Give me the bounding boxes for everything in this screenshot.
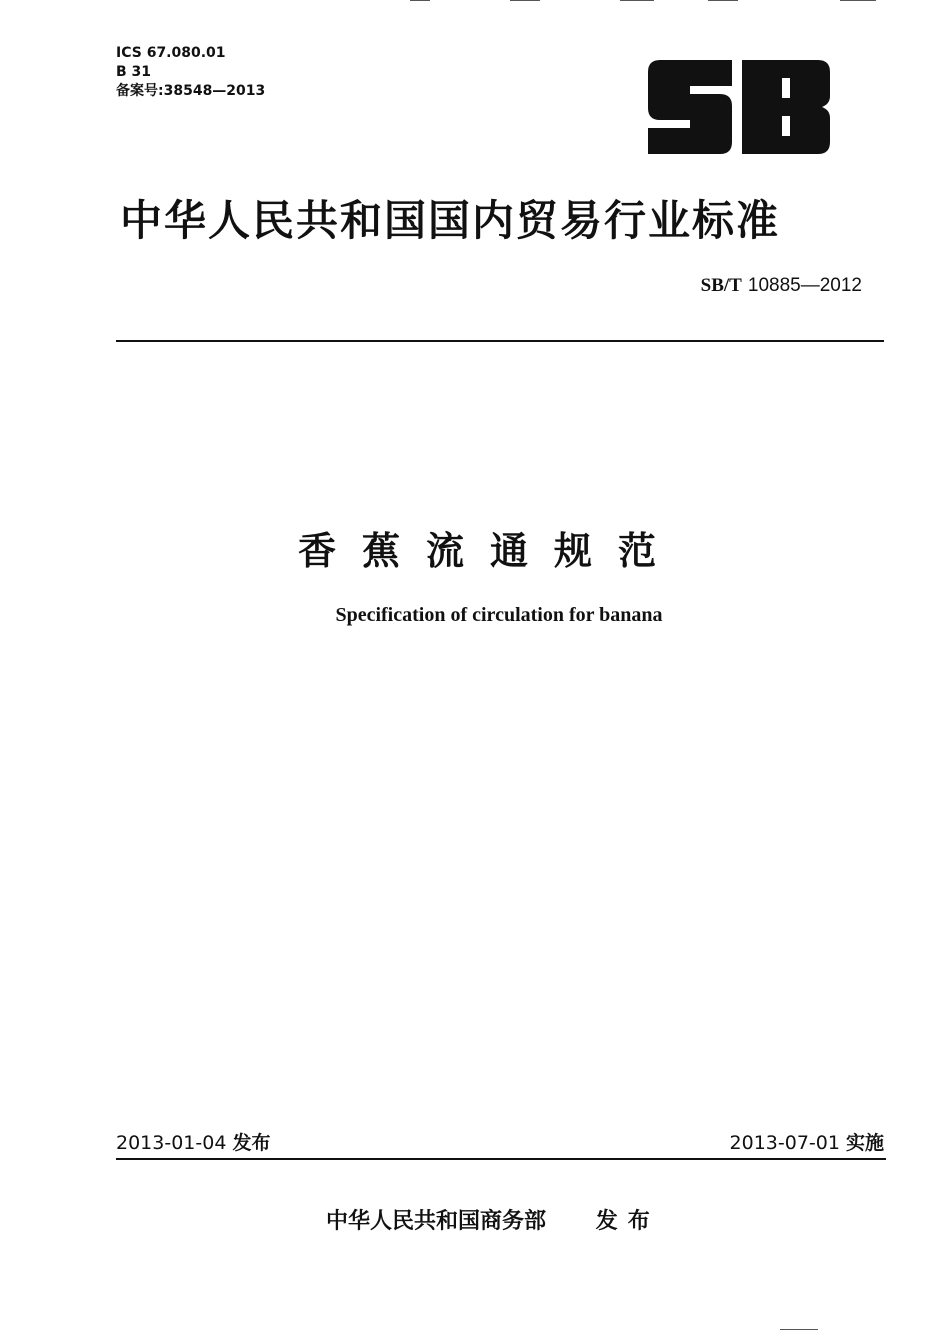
- standard-code: 10885—2012: [747, 275, 862, 296]
- release-label: 发布: [232, 1132, 271, 1154]
- standard-prefix: SB/T: [700, 275, 742, 296]
- scan-edge-mark: [410, 0, 430, 1]
- effective-date-line: [730, 1128, 884, 1155]
- footer-divider: [116, 1158, 886, 1160]
- issuer-line: [326, 1204, 660, 1235]
- classification-block: [116, 44, 265, 101]
- header-divider: [116, 340, 884, 342]
- effective-date: 2013-07-01: [729, 1132, 840, 1154]
- sb-logo: [646, 60, 834, 154]
- filing-number: 备案号:38548—2013: [116, 83, 266, 99]
- issuer-name: 中华人民共和国商务部: [326, 1209, 547, 1234]
- document-title-english: Specification of circulation for banana: [335, 604, 663, 626]
- scan-edge-mark: [780, 1329, 818, 1330]
- scan-edge-mark: [840, 0, 876, 1]
- scan-edge-mark: [510, 0, 540, 1]
- scan-edge-mark: [620, 0, 654, 1]
- organization-title: 中华人民共和国国内贸易行业标准: [120, 196, 781, 245]
- document-title-chinese: 香蕉流通规范: [297, 529, 682, 573]
- issuer-label: 发布: [595, 1209, 660, 1234]
- release-date-line: [116, 1128, 270, 1155]
- scan-edge-mark: [708, 0, 738, 1]
- standard-number: [701, 274, 862, 297]
- ics-code: ICS 67.080.01: [116, 45, 226, 61]
- release-date: 2013-01-04: [116, 1132, 227, 1154]
- ccs-code: B 31: [116, 64, 152, 80]
- effective-label: 实施: [845, 1132, 884, 1154]
